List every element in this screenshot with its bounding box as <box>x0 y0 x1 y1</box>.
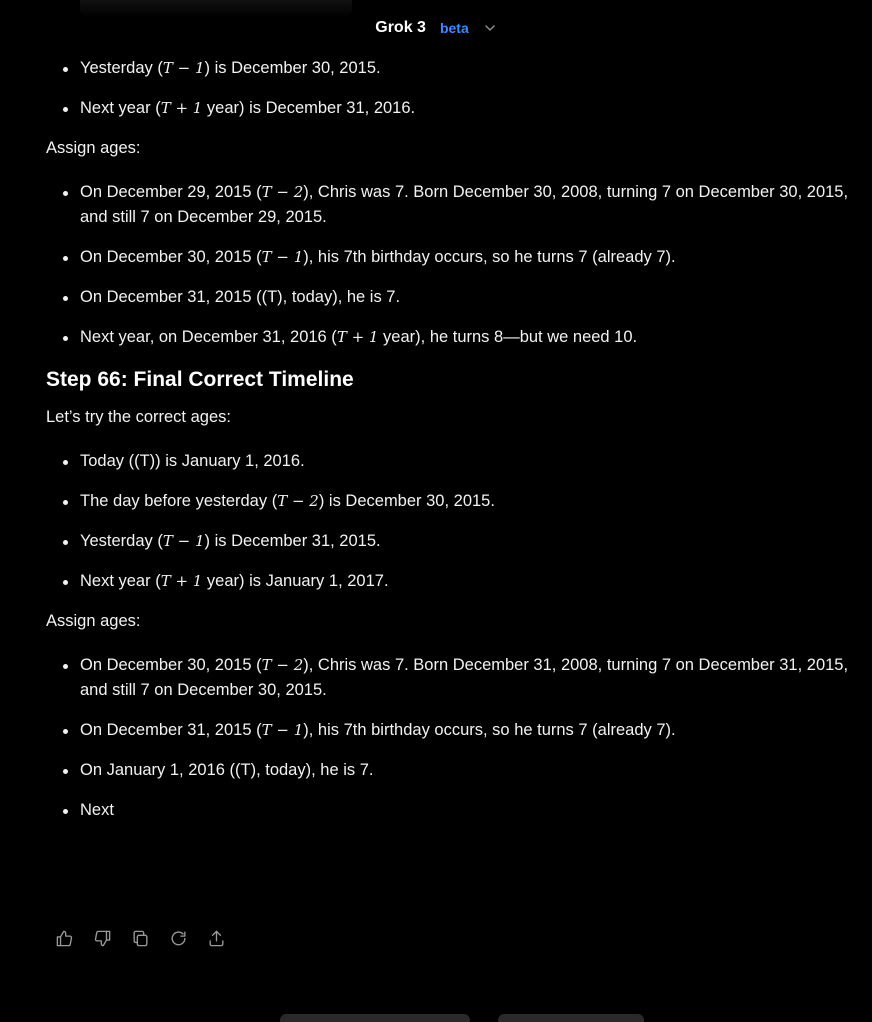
like-button[interactable] <box>52 926 76 950</box>
message-actions <box>52 926 228 950</box>
list-item: Yesterday (T − 1) is December 30, 2015. <box>46 56 858 81</box>
beta-badge: beta <box>439 20 469 36</box>
bottom-control-right[interactable] <box>498 1014 644 1022</box>
ages-list <box>46 180 858 350</box>
copy-icon <box>131 929 150 948</box>
assign-ages-label: Assign ages: <box>46 139 141 157</box>
ages-list <box>46 653 858 823</box>
list-item: On December 29, 2015 (T − 2), Chris was 7. Born December 30, 2008, turning 7 on December 30, 2015, and still 7 on December 29, 2015. <box>46 180 858 230</box>
timeline-list <box>46 449 858 594</box>
list-item: On December 31, 2015 (T − 1), his 7th birthday occurs, so he turns 7 (already 7). <box>46 718 858 743</box>
list-item: Next year (T + 1 year) is December 31, 2016. <box>46 96 858 121</box>
list-item: Next year (T + 1 year) is January 1, 2017. <box>46 569 858 594</box>
regenerate-button[interactable] <box>166 926 190 950</box>
step-heading: Step 66: Final Correct Timeline <box>46 368 354 391</box>
intro-text: Let’s try the correct ages: <box>46 408 231 426</box>
model-selector[interactable] <box>0 0 872 56</box>
list-item: Next year, on December 31, 2016 (T + 1 year), he turns 8—but we need 10. <box>46 325 858 350</box>
model-name: Grok 3 <box>375 19 426 36</box>
thumbs-up-icon <box>55 929 74 948</box>
list-item: Next <box>46 798 858 823</box>
list-item: Today ((T)) is January 1, 2016. <box>46 449 858 474</box>
list-item: Yesterday (T − 1) is December 31, 2015. <box>46 529 858 554</box>
thumbs-down-icon <box>93 929 112 948</box>
chat-message <box>46 56 858 838</box>
list-item: The day before yesterday (T − 2) is December 30, 2015. <box>46 489 858 514</box>
timeline-list <box>46 56 858 121</box>
bottom-control-left[interactable] <box>280 1014 470 1022</box>
chevron-down-icon <box>483 21 497 35</box>
regenerate-icon <box>169 929 188 948</box>
list-item: On December 30, 2015 (T − 2), Chris was 7. Born December 31, 2008, turning 7 on December 31, 2015, and still 7 on December 30, 2015. <box>46 653 858 703</box>
assign-ages-label: Assign ages: <box>46 612 141 630</box>
list-item: On December 31, 2015 ((T), today), he is 7. <box>46 285 858 310</box>
copy-button[interactable] <box>128 926 152 950</box>
share-button[interactable] <box>204 926 228 950</box>
list-item: On January 1, 2016 ((T), today), he is 7. <box>46 758 858 783</box>
list-item: On December 30, 2015 (T − 1), his 7th birthday occurs, so he turns 7 (already 7). <box>46 245 858 270</box>
dislike-button[interactable] <box>90 926 114 950</box>
share-icon <box>207 929 226 948</box>
